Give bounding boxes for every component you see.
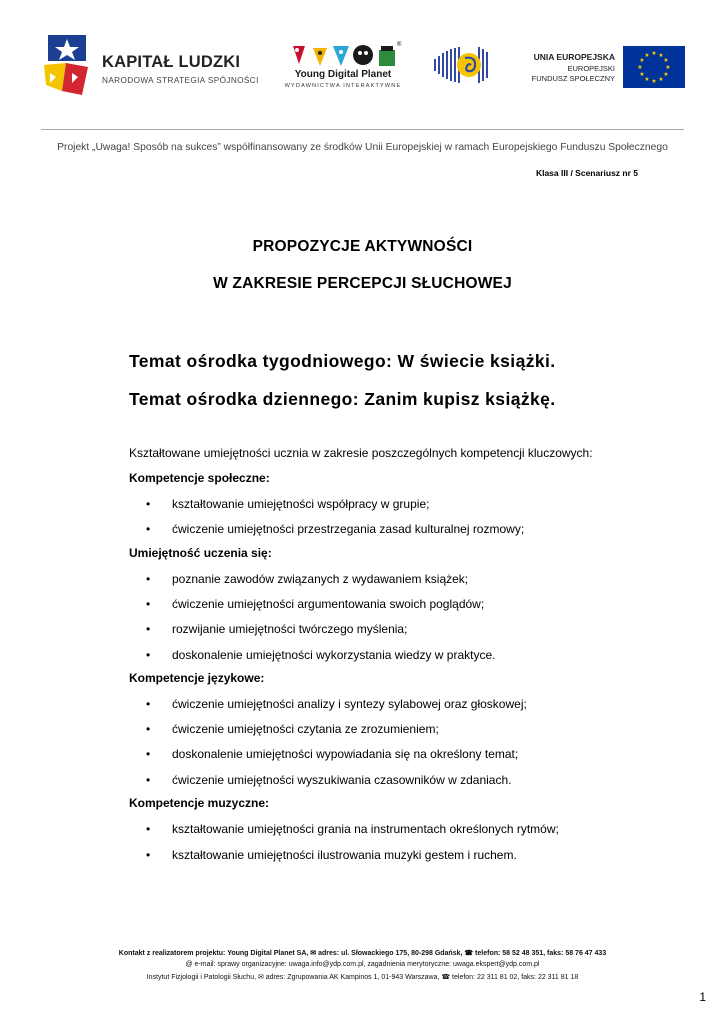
kapital-ludzki-subtitle: NARODOWA STRATEGIA SPÓJNOŚCI xyxy=(102,76,259,85)
bullet-icon: • xyxy=(146,572,151,586)
section-heading-language: Kompetencje językowe: xyxy=(129,671,265,685)
page-number: 1 xyxy=(699,990,706,1004)
bullet-icon: • xyxy=(146,848,151,862)
bullet-icon: • xyxy=(146,522,151,536)
competencies-intro: Kształtowane umiejętności ucznia w zakresie poszczególnych kompetencji kluczowych: xyxy=(129,446,593,460)
list-item-text: ćwiczenie umiejętności argumentowania swoich poglądów; xyxy=(172,597,485,611)
eu-label-union: UNIA EUROPEJSKA xyxy=(533,52,615,62)
svg-text:★: ★ xyxy=(663,57,669,64)
list-item-text: doskonalenie umiejętności wykorzystania wiedzy w praktyce. xyxy=(172,648,496,662)
bullet-icon: • xyxy=(146,622,151,636)
eu-logo xyxy=(522,46,687,88)
list-item-text: ćwiczenie umiejętności wyszukiwania czasowników w zdaniach. xyxy=(172,773,512,787)
document-header xyxy=(0,0,725,130)
daily-topic: Temat ośrodka dziennego: Zanim kupisz książkę. xyxy=(129,389,556,409)
svg-text:★: ★ xyxy=(644,76,650,83)
section-heading-music: Kompetencje muzyczne: xyxy=(129,796,270,810)
list-item-text: ćwiczenie umiejętności przestrzegania zasad kulturalnej rozmowy; xyxy=(172,522,525,536)
bullet-icon: • xyxy=(146,597,151,611)
ydp-name: Young Digital Planet xyxy=(294,69,392,80)
registered-mark: ® xyxy=(397,42,402,48)
ifps-logo xyxy=(432,44,492,86)
list-item-text: kształtowanie umiejętności ilustrowania muzyki gestem i ruchem. xyxy=(172,848,517,862)
list-item-text: kształtowanie umiejętności grania na instrumentach określonych rytmów; xyxy=(172,822,559,836)
ydp-mascots-icon xyxy=(283,42,403,70)
bullet-icon: • xyxy=(146,722,151,736)
bullet-icon: • xyxy=(146,697,151,711)
svg-text:★: ★ xyxy=(639,71,645,78)
project-cofinancing-line: Projekt „Uwaga! Sposób na sukces” współfinansowany ze środków Unii Europejskiej w ramach Europejskiego Funduszu Społecznego xyxy=(57,142,668,153)
class-scenario-label: Klasa III / Scenariusz nr 5 xyxy=(535,168,638,178)
svg-text:★: ★ xyxy=(639,57,645,64)
list-item-text: ćwiczenie umiejętności analizy i syntezy sylabowej oraz głoskowej; xyxy=(172,697,527,711)
kapital-ludzki-logo xyxy=(42,33,257,103)
document-title-line-2: W ZAKRESIE PERCEPCJI SŁUCHOWEJ xyxy=(213,275,512,292)
svg-text:★: ★ xyxy=(651,78,657,85)
svg-text:★: ★ xyxy=(651,50,657,57)
footer-contact-line-2: @ e-mail: sprawy organizacyjne: uwaga.info@ydp.com.pl, zagadnienia merytoryczne: uwaga.ekspert@ydp.com.pl xyxy=(185,961,540,968)
header-divider xyxy=(41,129,684,130)
ydp-tagline: WYDAWNICTWA INTERAKTYWNE xyxy=(284,83,402,89)
bullet-icon: • xyxy=(146,747,151,761)
footer-contact-line-3: Instytut Fizjologii i Patologii Słuchu, ✉ adres: Zgrupowania AK Kampinos 1, 01-943 Warszawa, ☎ telefon: 22 311 81 02, faks: 22 311 81 18 xyxy=(146,974,579,981)
document-title-line-1: PROPOZYCJE AKTYWNOŚCI xyxy=(252,238,473,255)
list-item-text: doskonalenie umiejętności wypowiadania się na określony temat; xyxy=(172,747,519,761)
eu-label-social-fund: FUNDUSZ SPOŁECZNY xyxy=(531,74,615,83)
bullet-icon: • xyxy=(146,648,151,662)
ifps-ear-icon xyxy=(432,44,492,86)
list-item-text: poznanie zawodów związanych z wydawaniem książek; xyxy=(172,572,469,586)
list-item-text: rozwijanie umiejętności twórczego myślenia; xyxy=(172,622,408,636)
svg-text:★: ★ xyxy=(663,71,669,78)
section-heading-social: Kompetencje społeczne: xyxy=(129,471,270,485)
eu-flag-icon xyxy=(623,46,685,88)
bullet-icon: • xyxy=(146,822,151,836)
weekly-topic: Temat ośrodka tygodniowego: W świecie książki. xyxy=(129,351,556,371)
bullet-icon: • xyxy=(146,773,151,787)
bullet-icon: • xyxy=(146,497,151,511)
section-heading-learning: Umiejętność uczenia się: xyxy=(129,546,272,560)
svg-text:★: ★ xyxy=(644,52,650,59)
ydp-logo xyxy=(283,42,403,94)
list-item-text: kształtowanie umiejętności współpracy w grupie; xyxy=(172,497,430,511)
list-item-text: ćwiczenie umiejętności czytania ze zrozumieniem; xyxy=(172,722,439,736)
kapital-ludzki-icon xyxy=(42,33,100,103)
svg-text:★: ★ xyxy=(637,64,643,71)
svg-text:★: ★ xyxy=(665,64,671,71)
eu-label-european: EUROPEJSKI xyxy=(567,64,615,73)
kapital-ludzki-title: KAPITAŁ LUDZKI xyxy=(102,53,241,71)
svg-text:★: ★ xyxy=(658,76,664,83)
svg-text:★: ★ xyxy=(658,52,664,59)
footer-contact-line-1: Kontakt z realizatorem projektu: Young Digital Planet SA, ✉ adres: ul. Słowackiego 175, 80-298 Gdańsk, ☎ telefon: 58 52 48 351, faks: 58 76 47 433 xyxy=(118,950,607,957)
